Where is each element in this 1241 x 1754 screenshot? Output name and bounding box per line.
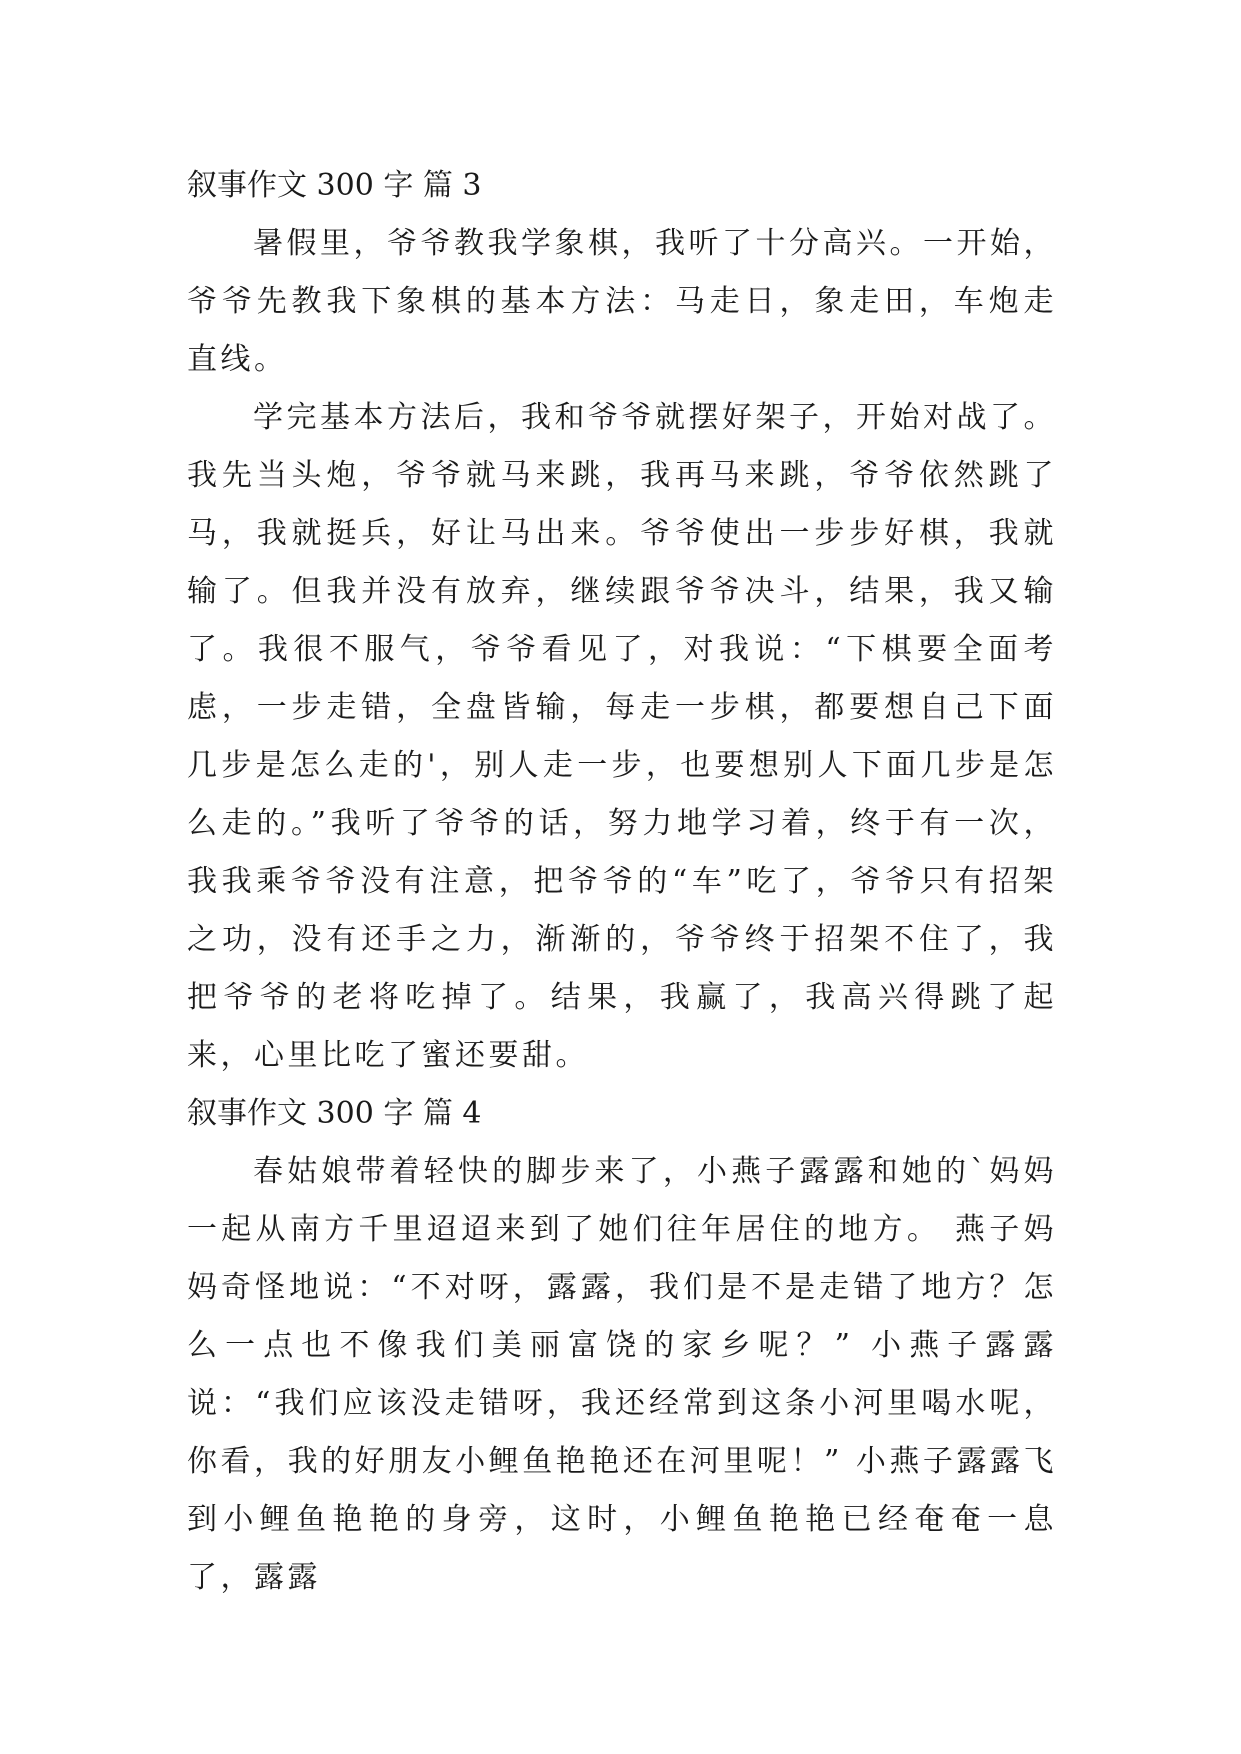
- section-heading: 叙事作文 300 字 篇 3: [187, 168, 482, 203]
- document-body: [187, 157, 1057, 1607]
- section-heading: 叙事作文 300 字 篇 4: [187, 1096, 482, 1131]
- paragraph: 暑假里，爷爷教我学象棋，我听了十分高兴。一开始，爷爷先教我下象棋的基本方法：马走日，象走田，车炮走直线。: [187, 226, 1057, 377]
- paragraph: 春姑娘带着轻快的脚步来了，小燕子露露和她的`妈妈一起从南方千里迢迢来到了她们往年居住的地方。 燕子妈妈奇怪地说：“不对呀，露露，我们是不是走错了地方？怎么一点也不像我们美丽富饶的家乡呢？” 小燕子露露说：“我们应该没走错呀，我还经常到这条小河里喝水呢，你看，我的好朋友小鲤鱼艳艳还在河里呢！” 小燕子露露飞到小鲤鱼艳艳的身旁，这时，小鲤鱼艳艳已经奄奄一息了，露露: [187, 1154, 1057, 1595]
- paragraph: 学完基本方法后，我和爷爷就摆好架子，开始对战了。我先当头炮，爷爷就马来跳，我再马来跳，爷爷依然跳了马，我就挺兵，好让马出来。爷爷使出一步步好棋，我就输了。但我并没有放弃，继续跟爷爷决斗，结果，我又输了。我很不服气，爷爷看见了，对我说：“下棋要全面考虑，一步走错，全盘皆输，每走一步棋，都要想自己下面几步是怎么走的'，别人走一步，也要想别人下面几步是怎么走的。”我听了爷爷的话，努力地学习着，终于有一次，我我乘爷爷没有注意，把爷爷的“车”吃了，爷爷只有招架之功，没有还手之力，渐渐的，爷爷终于招架不住了，我把爷爷的老将吃掉了。结果，我赢了，我高兴得跳了起来，心里比吃了蜜还要甜。: [187, 400, 1057, 1073]
